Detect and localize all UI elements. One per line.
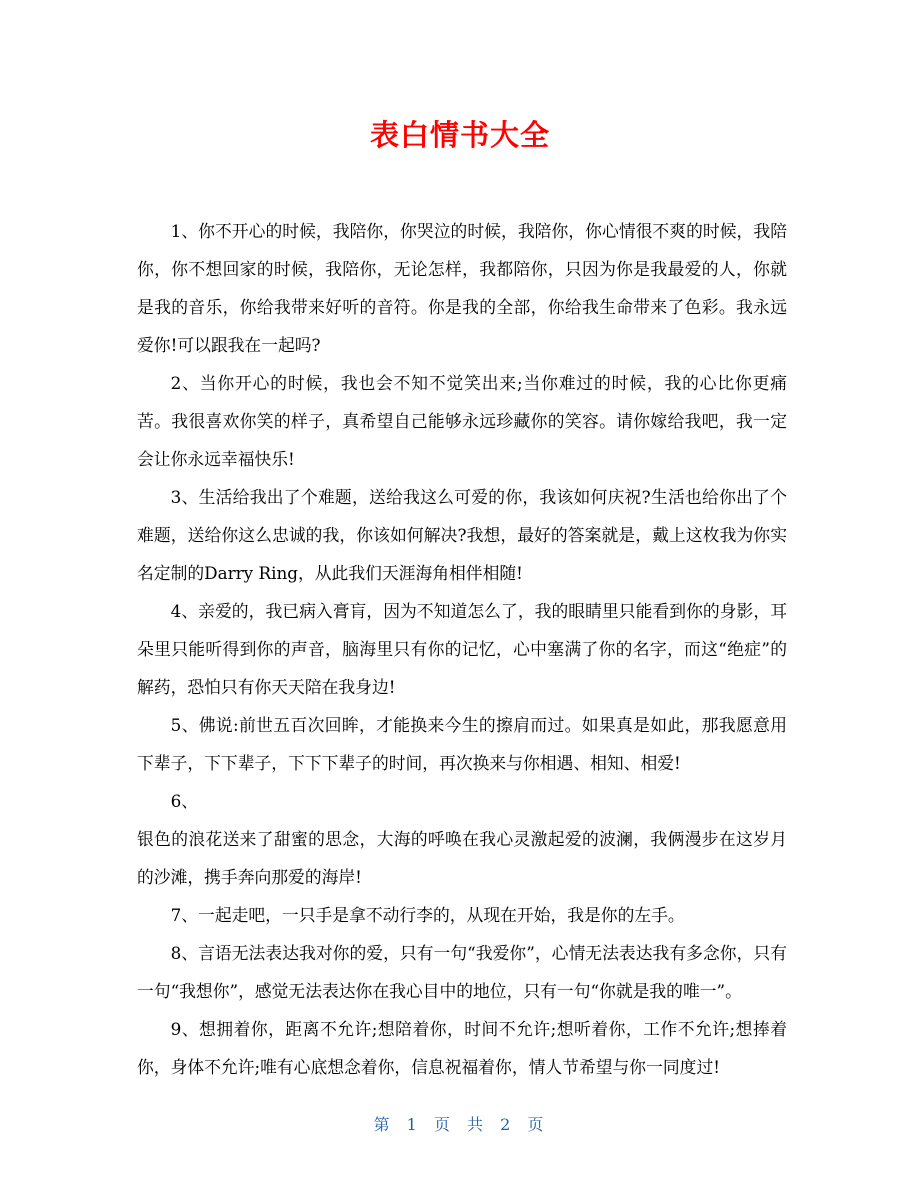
paragraph-6-number: 6、	[170, 791, 199, 811]
paragraph-8: 8、言语无法表达我对你的爱，只有一句“我爱你”，心情无法表达我有多念你，只有一句“我想你”，感觉无法表达你在我心目中的地位，只有一句“你就是我的唯一”。	[137, 943, 787, 1001]
paragraph-9: 9、想拥着你，距离不允许;想陪着你，时间不允许;想听着你，工作不允许;想捧着你，身体不允许;唯有心底想念着你，信息祝福着你，情人节希望与你一同度过!	[137, 1019, 787, 1077]
document-title: 表白情书大全	[369, 118, 550, 152]
paragraph-7: 7、一起走吧，一只手是拿不动行李的，从现在开始，我是你的左手。	[170, 905, 685, 925]
paragraph-6-text: 银色的浪花送来了甜蜜的思念，大海的呼唤在我心灵激起爱的波澜，我俩漫步在这岁月的沙滩，携手奔向那爱的海岸!	[137, 829, 787, 887]
paragraph-2: 2、当你开心的时候，我也会不知不觉笑出来;当你难过的时候，我的心比你更痛苦。我很喜欢你笑的样子，真希望自己能够永远珍藏你的笑容。请你嫁给我吧，我一定会让你永远幸福快乐!	[137, 373, 787, 469]
paragraph-5: 5、佛说:前世五百次回眸，才能换来今生的擦肩而过。如果真是如此，那我愿意用下辈子，下下辈子，下下下辈子的时间，再次换来与你相遇、相知、相爱!	[137, 715, 787, 773]
paragraph-3: 3、生活给我出了个难题，送给我这么可爱的你，我该如何庆祝?生活也给你出了个难题，送给你这么忠诚的我，你该如何解决?我想，最好的答案就是，戴上这枚我为你实名定制的Darry Ring，从此我们天涯海角相伴相随!	[137, 487, 787, 583]
page-footer: 第 1 页 共 2 页	[373, 1115, 547, 1134]
paragraph-4: 4、亲爱的，我已病入膏肓，因为不知道怎么了，我的眼睛里只能看到你的身影，耳朵里只能听得到你的声音，脑海里只有你的记忆，心中塞满了你的名字，而这“绝症”的解药，恐怕只有你天天陪在我身边!	[137, 601, 787, 697]
document-body	[137, 212, 787, 1086]
paragraph-1: 1、你不开心的时候，我陪你，你哭泣的时候，我陪你，你心情很不爽的时候，我陪你，你不想回家的时候，我陪你，无论怎样，我都陪你，只因为你是我最爱的人，你就是我的音乐，你给我带来好听的音符。你是我的全部，你给我生命带来了色彩。我永远爱你!可以跟我在一起吗?	[137, 221, 787, 355]
